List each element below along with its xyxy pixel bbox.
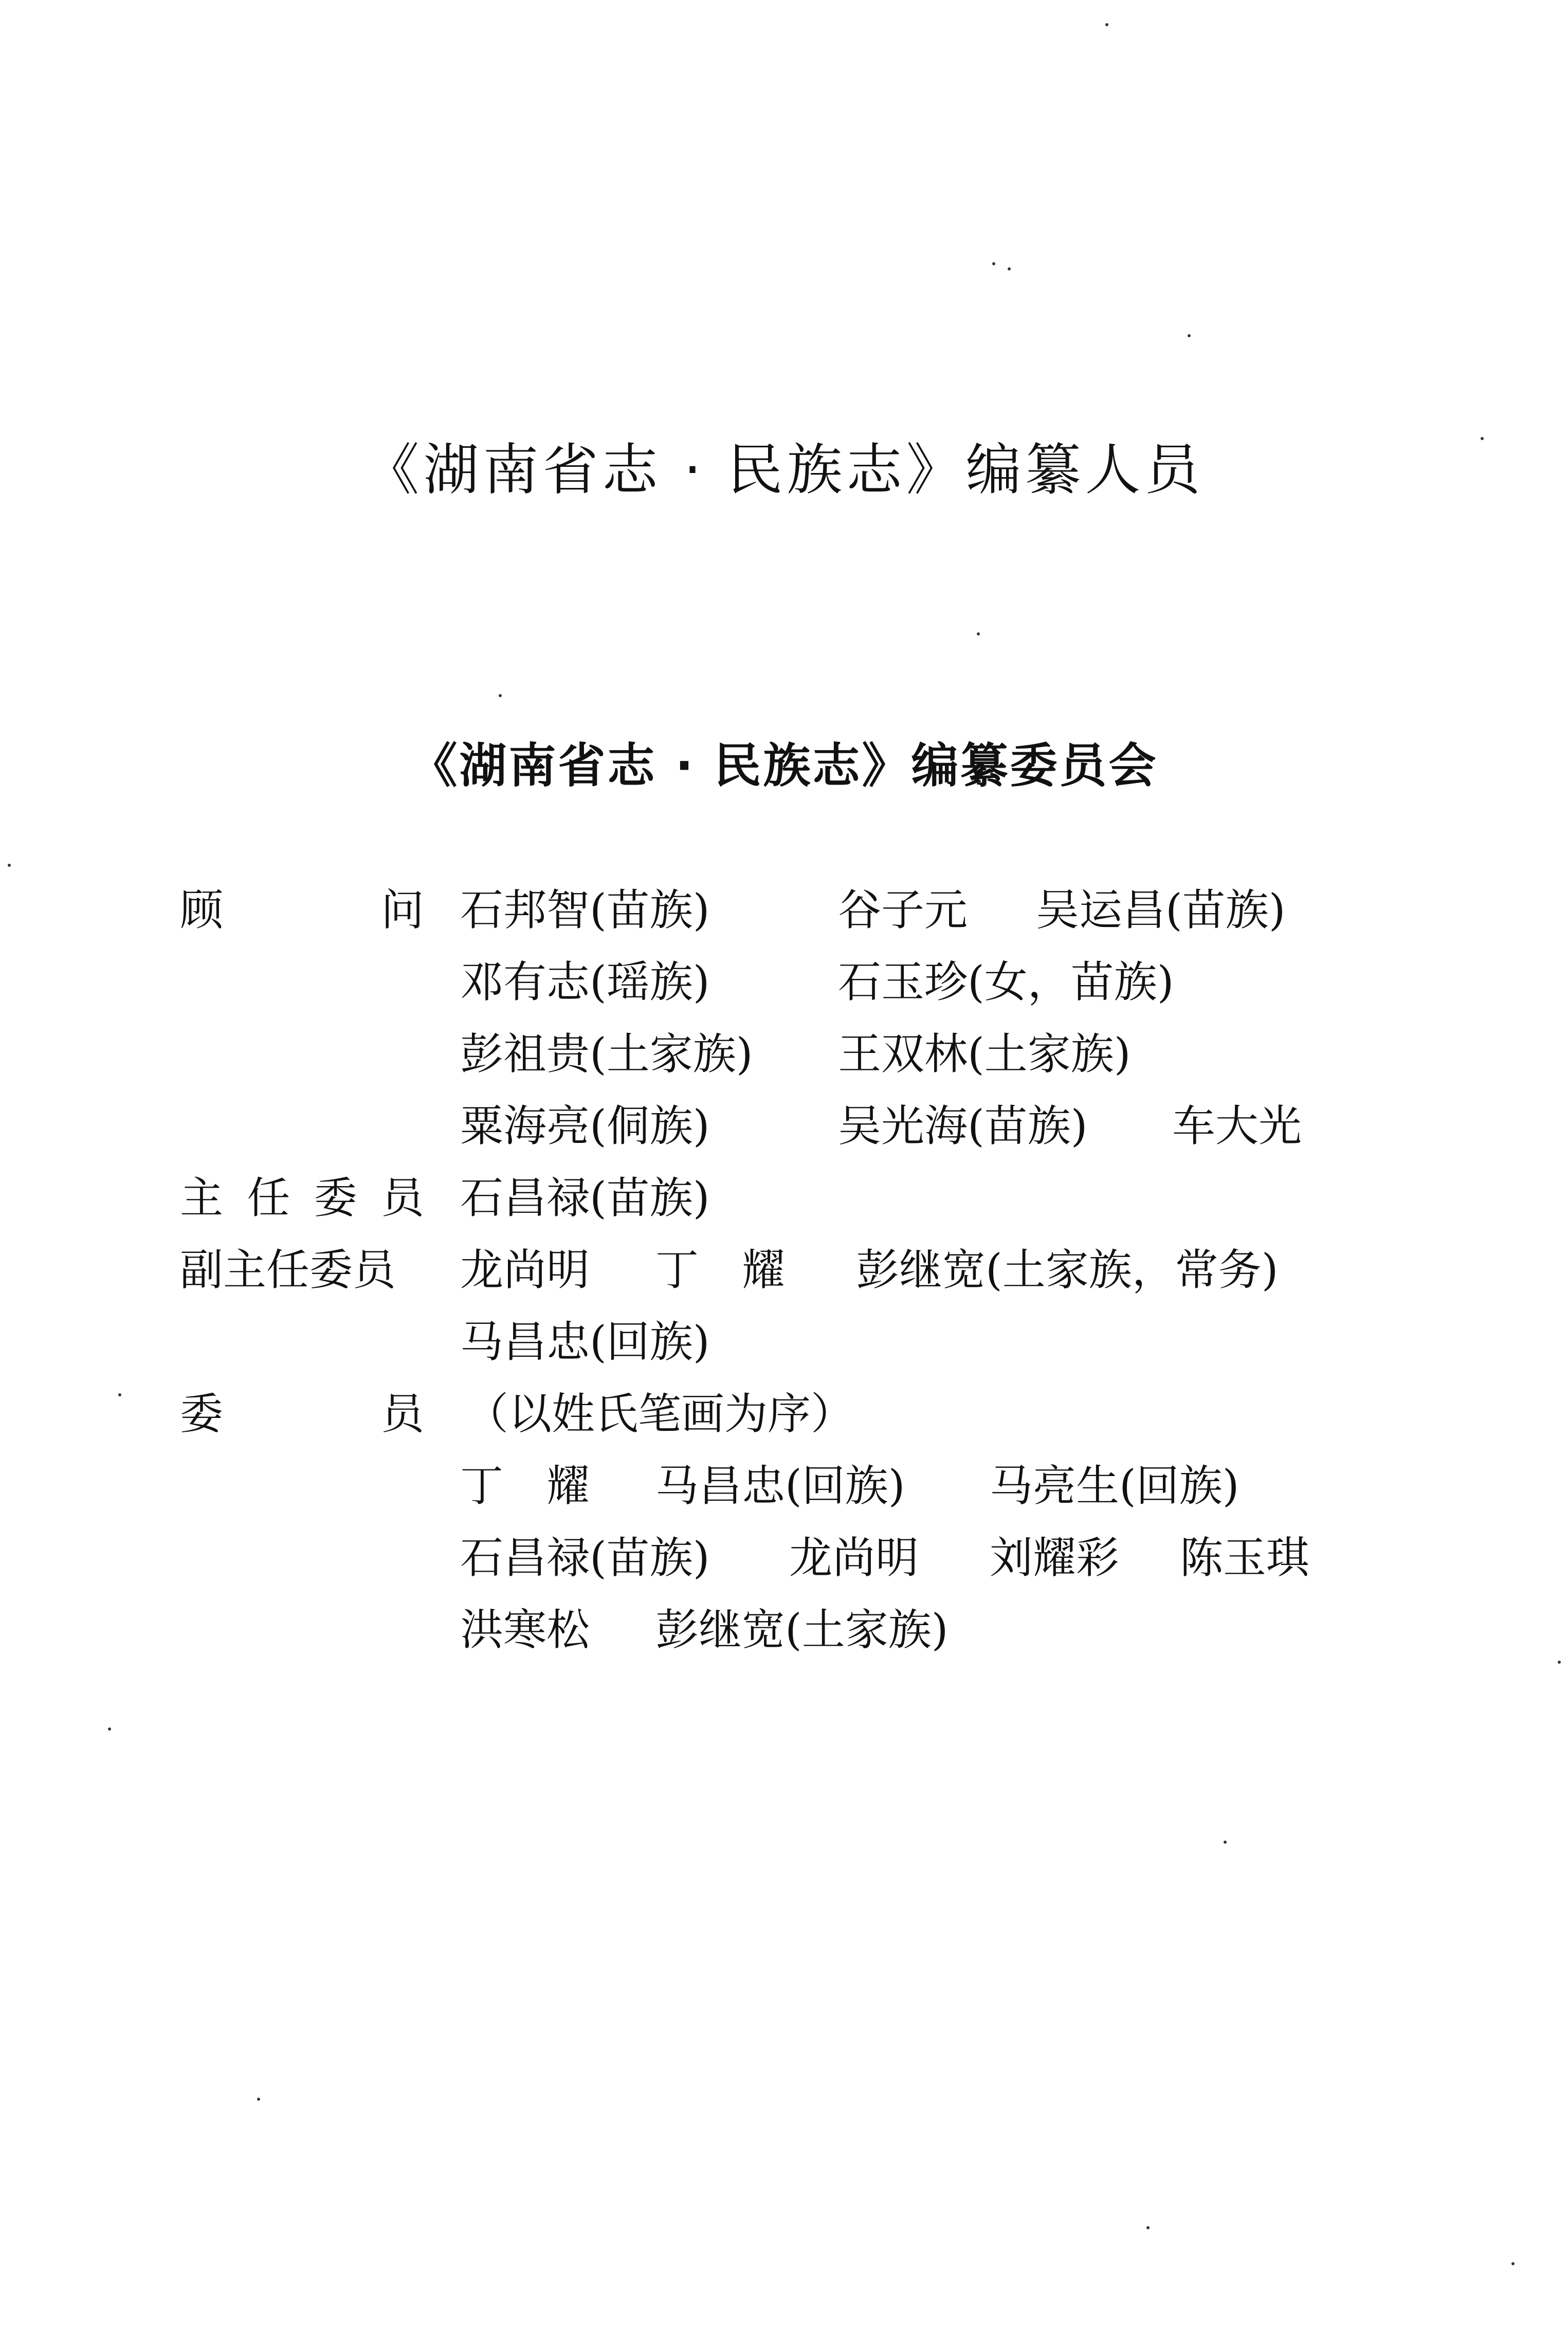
person-name: 龙尚明: [460, 1245, 590, 1295]
person-name: 石邦智(苗族): [460, 885, 710, 935]
name-line: [460, 946, 1388, 1018]
director-names: [460, 1162, 1388, 1234]
scan-speck: [992, 262, 995, 265]
director-section: [180, 1162, 1388, 1234]
person-name: 刘耀彩: [990, 1533, 1120, 1583]
person-name: 彭继宽(土家族): [655, 1605, 949, 1655]
scan-speck: [1146, 2226, 1150, 2229]
person-name: 彭祖贵(土家族): [460, 1029, 753, 1079]
scan-speck: [257, 2098, 260, 2101]
name-line: [460, 874, 1388, 946]
scan-speck: [1511, 2262, 1515, 2265]
scan-speck: [499, 694, 502, 697]
role-label-advisor: 顾 问: [180, 885, 424, 935]
name-line: [460, 1162, 1388, 1234]
ordering-note: （以姓氏笔画为序）: [465, 1389, 854, 1439]
page-title: 《湖南省志 · 民族志》编纂人员: [363, 438, 1205, 502]
scan-speck: [1105, 23, 1108, 26]
person-name: 王双林(土家族): [838, 1029, 1131, 1079]
person-name: 谷子元: [838, 885, 968, 935]
person-name: 彭继宽(土家族，常务): [856, 1245, 1279, 1295]
person-name: 洪寒松: [460, 1605, 590, 1655]
name-line: [460, 1378, 1388, 1450]
advisors-section: [180, 874, 1388, 1162]
person-name: 粟海亮(侗族): [460, 1101, 710, 1151]
scan-speck: [1481, 437, 1484, 440]
scan-speck: [1224, 1841, 1227, 1844]
name-line: [460, 1018, 1388, 1090]
person-name: 马昌忠(回族): [655, 1461, 905, 1511]
person-name: 马昌忠(回族): [460, 1317, 710, 1367]
scan-speck: [1558, 1661, 1561, 1664]
person-name: 丁 耀: [655, 1245, 786, 1295]
role-label-member: 委 员: [180, 1389, 424, 1439]
scan-speck: [1188, 334, 1191, 337]
person-name: 龙尚明: [789, 1533, 919, 1583]
deputy-director-names: [460, 1234, 1388, 1378]
person-name: 车大光: [1172, 1101, 1302, 1151]
members-section: [180, 1378, 1388, 1666]
role-label-deputy-director: 副主任委员: [180, 1245, 396, 1295]
scan-speck: [977, 632, 980, 635]
deputy-director-section: [180, 1234, 1388, 1378]
person-name: 吴运昌(苗族): [1036, 885, 1286, 935]
person-name: 丁 耀: [460, 1461, 590, 1511]
name-line: [460, 1234, 1388, 1306]
scan-speck: [8, 864, 11, 867]
committee-title: 《湖南省志 · 民族志》编纂委员会: [410, 738, 1158, 793]
scan-speck: [118, 1393, 121, 1396]
advisor-names: [460, 874, 1388, 1162]
committee-roster: [180, 874, 1388, 1666]
role-label-director: 主 任 委 员: [180, 1173, 424, 1223]
name-line: [460, 1522, 1388, 1594]
name-line: [460, 1306, 1388, 1378]
member-names: [460, 1378, 1388, 1666]
person-name: 邓有志(瑶族): [460, 957, 710, 1007]
name-line: [460, 1450, 1388, 1522]
name-line: [460, 1594, 1388, 1666]
person-name: 马亮生(回族): [990, 1461, 1239, 1511]
scan-speck: [1008, 267, 1011, 270]
person-name: 吴光海(苗族): [838, 1101, 1088, 1151]
scan-speck: [108, 1727, 111, 1731]
person-name: 石昌禄(苗族): [460, 1173, 710, 1223]
person-name: 陈玉琪: [1180, 1533, 1310, 1583]
name-line: [460, 1090, 1388, 1162]
person-name: 石玉珍(女，苗族): [838, 957, 1174, 1007]
person-name: 石昌禄(苗族): [460, 1533, 710, 1583]
